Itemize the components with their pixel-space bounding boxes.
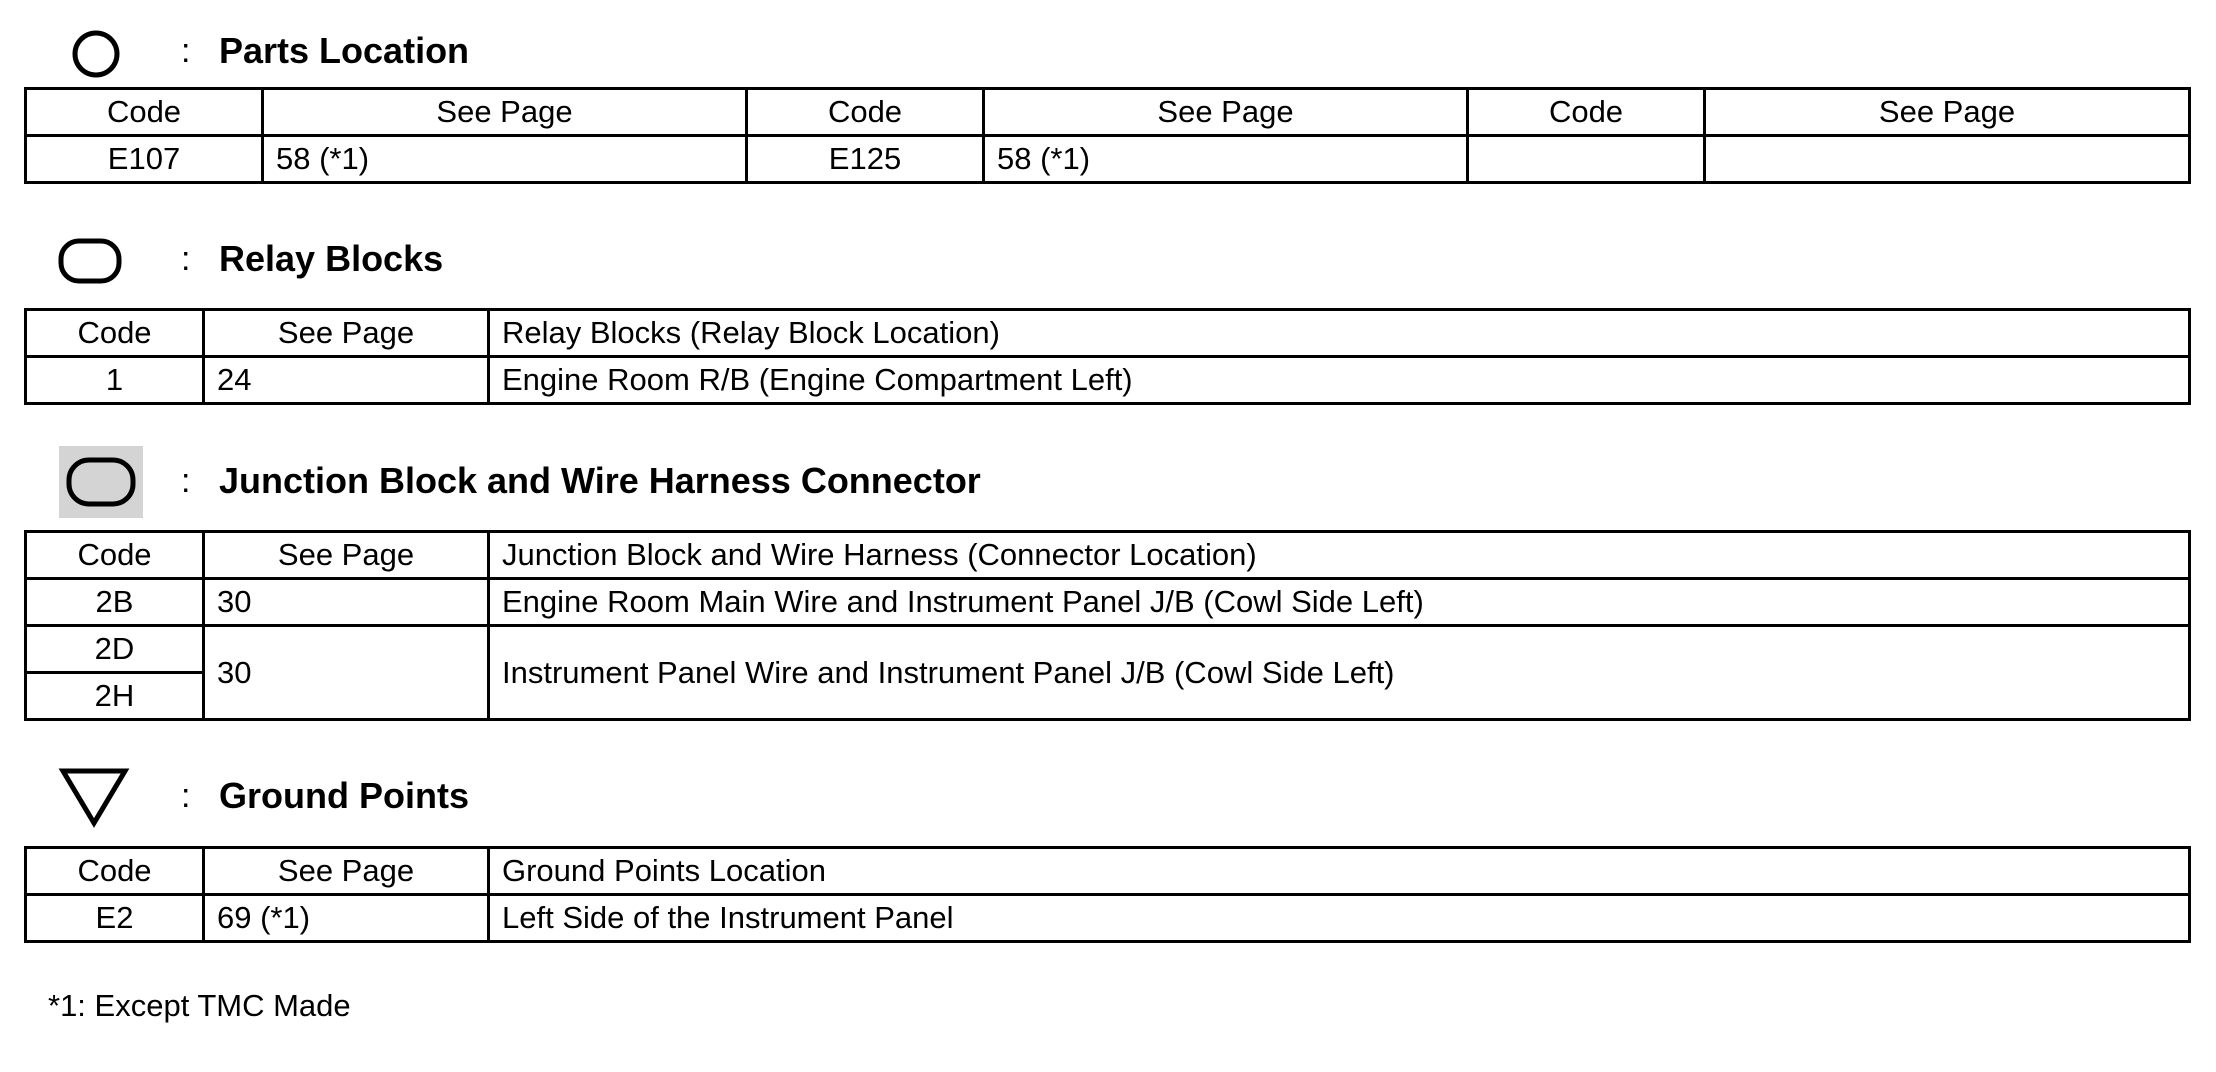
see-page-cell: 30 [204, 579, 489, 626]
see-page-cell: 58 (*1) [984, 136, 1468, 183]
table-header-row [26, 848, 2190, 895]
header-cell: See Page [263, 89, 747, 136]
code-cell: E107 [26, 136, 263, 183]
section-colon: : [181, 777, 191, 815]
code-cell: 2H [26, 673, 204, 720]
relay-blocks-table [24, 308, 2191, 405]
section-title-relay-blocks: Relay Blocks [219, 238, 444, 279]
header-cell: See Page [1705, 89, 2190, 136]
header-cell: See Page [204, 310, 489, 357]
down-triangle-icon [58, 766, 130, 828]
see-page-cell: 58 (*1) [263, 136, 747, 183]
table-row [26, 626, 2190, 673]
table-row [26, 895, 2190, 942]
circle-icon [70, 28, 122, 80]
section-colon: : [181, 462, 191, 500]
table-header-row [26, 532, 2190, 579]
code-cell: E125 [747, 136, 984, 183]
header-cell: See Page [204, 848, 489, 895]
header-cell: See Page [204, 532, 489, 579]
section-colon: : [181, 240, 191, 278]
section-title-parts-location: Parts Location [219, 30, 470, 71]
ground-points-table [24, 846, 2191, 943]
junction-block-table [24, 530, 2191, 721]
location-cell: Left Side of the Instrument Panel [489, 895, 2190, 942]
header-cell: Code [1468, 89, 1705, 136]
rounded-rect-icon [58, 238, 122, 284]
location-cell: Instrument Panel Wire and Instrument Panel J/B (Cowl Side Left) [489, 626, 2190, 720]
table-row [26, 357, 2190, 404]
see-page-cell: 24 [204, 357, 489, 404]
header-cell: Code [26, 310, 204, 357]
parts-location-table [24, 87, 2191, 184]
shaded-rounded-rect-icon [59, 446, 143, 518]
header-cell: See Page [984, 89, 1468, 136]
code-cell: E2 [26, 895, 204, 942]
header-cell: Junction Block and Wire Harness (Connector Location) [489, 532, 2190, 579]
header-cell: Relay Blocks (Relay Block Location) [489, 310, 2190, 357]
table-row [26, 579, 2190, 626]
see-page-cell: 69 (*1) [204, 895, 489, 942]
section-title-ground-points: Ground Points [219, 775, 469, 816]
header-cell: Code [747, 89, 984, 136]
table-header-row [26, 89, 2190, 136]
location-cell: Engine Room Main Wire and Instrument Panel J/B (Cowl Side Left) [489, 579, 2190, 626]
table-row [26, 136, 2190, 183]
see-page-cell: 30 [204, 626, 489, 720]
code-cell: 2B [26, 579, 204, 626]
see-page-cell [1705, 136, 2190, 183]
header-cell: Code [26, 532, 204, 579]
footnote: *1: Except TMC Made [48, 988, 351, 1023]
header-cell: Code [26, 89, 263, 136]
table-header-row [26, 310, 2190, 357]
header-cell: Code [26, 848, 204, 895]
code-cell: 1 [26, 357, 204, 404]
section-colon: : [181, 32, 191, 70]
section-title-junction-block: Junction Block and Wire Harness Connector [219, 460, 981, 501]
location-cell: Engine Room R/B (Engine Compartment Left) [489, 357, 2190, 404]
code-cell: 2D [26, 626, 204, 673]
header-cell: Ground Points Location [489, 848, 2190, 895]
code-cell [1468, 136, 1705, 183]
